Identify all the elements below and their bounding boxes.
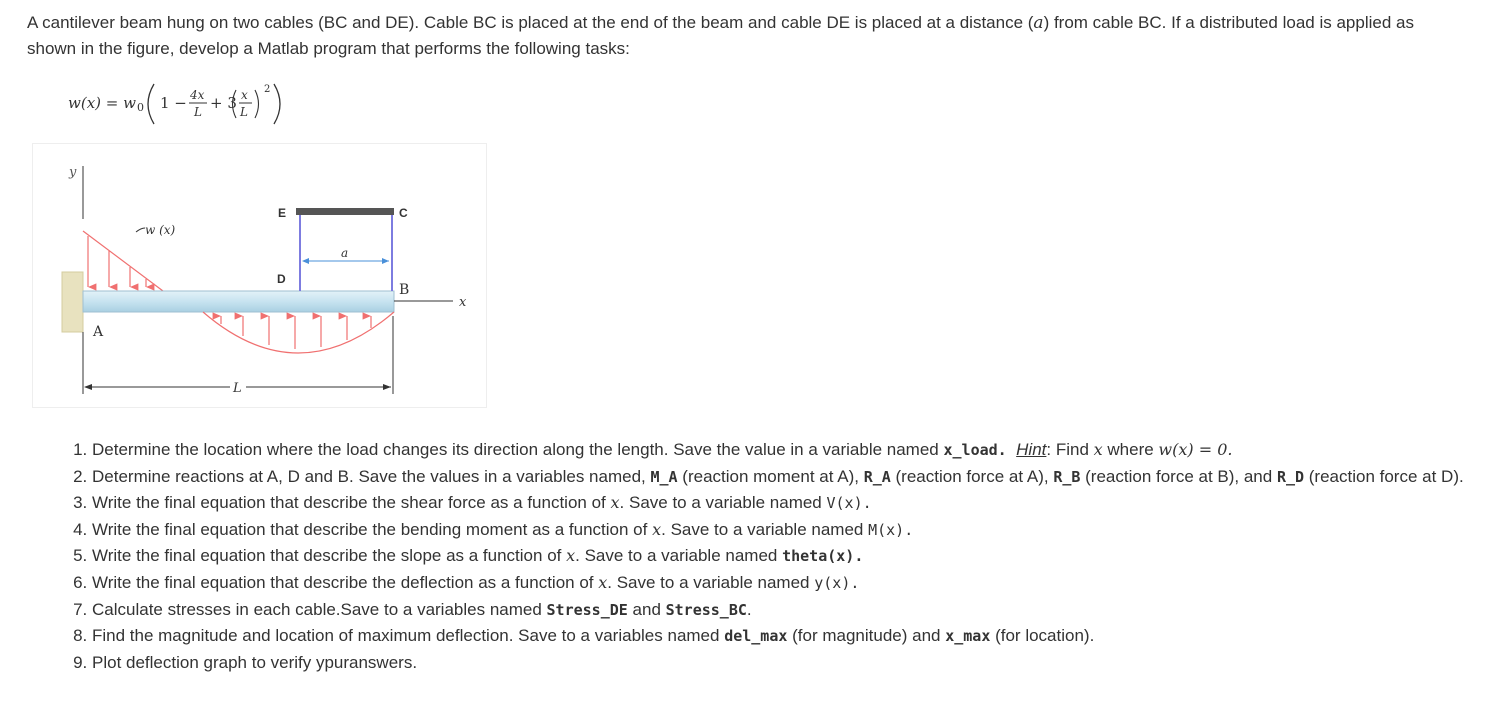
task-text: : Find xyxy=(1046,440,1094,459)
task-text: where xyxy=(1102,440,1159,459)
math-x: x xyxy=(566,546,576,566)
var-r-b: R_B xyxy=(1053,467,1081,486)
task-item xyxy=(92,623,1492,650)
problem-statement xyxy=(27,10,1467,62)
beam xyxy=(83,291,394,312)
task-item xyxy=(92,570,1492,597)
formula-frac1-num: 4x xyxy=(190,88,205,102)
task-text: (for location). xyxy=(990,626,1095,646)
math-x: x xyxy=(610,493,620,513)
var-x-load: x_load. xyxy=(943,441,1007,459)
var-v-x: V(x). xyxy=(826,494,872,513)
formula-one-minus: 1 − xyxy=(160,94,187,112)
label-y: y xyxy=(69,165,77,180)
var-stress-de: Stress_DE xyxy=(546,600,628,619)
task-text: Determine reactions at A, D and B. Save the values in a variables named, xyxy=(92,466,651,486)
label-x: x xyxy=(459,295,467,310)
task-item xyxy=(92,517,1492,544)
beam-diagram xyxy=(33,144,486,407)
load-parabola xyxy=(203,312,394,353)
var-a: a xyxy=(1033,13,1044,33)
task-text: (reaction force at B), and xyxy=(1080,466,1277,486)
var-theta-x: theta(x). xyxy=(782,547,864,566)
load-formula xyxy=(68,78,368,130)
task-item xyxy=(92,490,1492,517)
label-a: a xyxy=(341,246,349,260)
label-wx: w (x) xyxy=(145,223,176,237)
task-item xyxy=(92,464,1492,491)
ceiling xyxy=(296,208,394,215)
label-B: B xyxy=(399,282,410,298)
task-item xyxy=(92,597,1492,624)
var-m-a: M_A xyxy=(650,467,678,486)
var-m-x: M(x). xyxy=(868,520,914,539)
task-text: Determine the location where the load changes its direction along the length. Save the value in a variable named xyxy=(92,440,944,459)
task-text: (reaction force at A), xyxy=(890,466,1054,486)
task-list xyxy=(56,437,1492,675)
var-r-d: R_D xyxy=(1276,467,1305,486)
task-text: Find the magnitude and location of maximum deflection. Save to a variables named xyxy=(92,626,725,646)
var-x-max: x_max xyxy=(945,627,991,646)
task-item xyxy=(92,650,1492,676)
formula-lhs: w(x) = w xyxy=(68,94,136,112)
task-text: Calculate stresses in each cable.Save to a variables named xyxy=(92,599,547,619)
formula-big-paren-left xyxy=(148,84,154,124)
var-stress-bc: Stress_BC xyxy=(665,600,747,619)
label-E: E xyxy=(278,206,287,220)
task-text: (reaction moment at A), xyxy=(677,466,864,486)
task-text: Write the final equation that describe the slope as a function of xyxy=(92,546,567,566)
math-wx-zero: w(x) = 0. xyxy=(1158,440,1233,459)
task-text: Write the final equation that describe the bending moment as a function of xyxy=(92,519,653,539)
formula-exponent: 2 xyxy=(264,84,271,95)
formula-plus3: + 3 xyxy=(210,94,237,112)
var-r-a: R_A xyxy=(863,467,891,486)
task-item xyxy=(92,437,1492,464)
var-y-x: y(x). xyxy=(814,573,860,592)
task-text: and xyxy=(627,599,666,619)
task-text: Write the final equation that describe the deflection as a function of xyxy=(92,572,599,592)
task-text: (reaction force at D). xyxy=(1304,466,1464,486)
hint-link: Hint xyxy=(1016,440,1047,459)
task-text: . Save to a variable named xyxy=(575,546,783,566)
math-x: x xyxy=(1093,440,1103,459)
formula-frac1-den: L xyxy=(194,105,202,119)
task-text: . Save to a variable named xyxy=(619,493,827,513)
var-del-max: del_max xyxy=(724,627,788,646)
math-x: x xyxy=(652,519,662,539)
task-text: (for magnitude) and xyxy=(787,626,946,646)
beam-figure xyxy=(32,143,487,408)
task-item xyxy=(92,543,1492,570)
task-text: Write the final equation that describe the shear force as a function of xyxy=(92,493,611,513)
task-text: . Save to a variable named xyxy=(661,519,869,539)
label-L: L xyxy=(233,381,242,396)
task-text: . xyxy=(746,599,752,619)
wall-support xyxy=(62,272,83,332)
formula-big-paren-right xyxy=(274,84,280,124)
label-A: A xyxy=(93,324,104,340)
label-D: D xyxy=(277,272,286,286)
task-text: . Save to a variable named xyxy=(607,572,815,592)
formula-sub0: 0 xyxy=(137,101,144,114)
intro-text-2: ) from cable BC. If a distributed load is applied as shown in the figure, develop a Matlab program that performs the following tasks: xyxy=(27,13,1414,58)
task-text: Plot deflection graph to verify ypuranswers. xyxy=(92,652,418,672)
formula-small-paren-right xyxy=(255,90,259,118)
load-triangle xyxy=(83,231,163,291)
intro-text-1: A cantilever beam hung on two cables (BC and DE). Cable BC is placed at the end of the beam and cable DE is placed at a distance ( xyxy=(27,13,1034,32)
math-x: x xyxy=(598,572,608,592)
formula-frac2-num: x xyxy=(241,88,248,102)
formula-frac2-den: L xyxy=(240,105,248,119)
wx-leader xyxy=(136,228,145,232)
label-C: C xyxy=(399,206,408,220)
